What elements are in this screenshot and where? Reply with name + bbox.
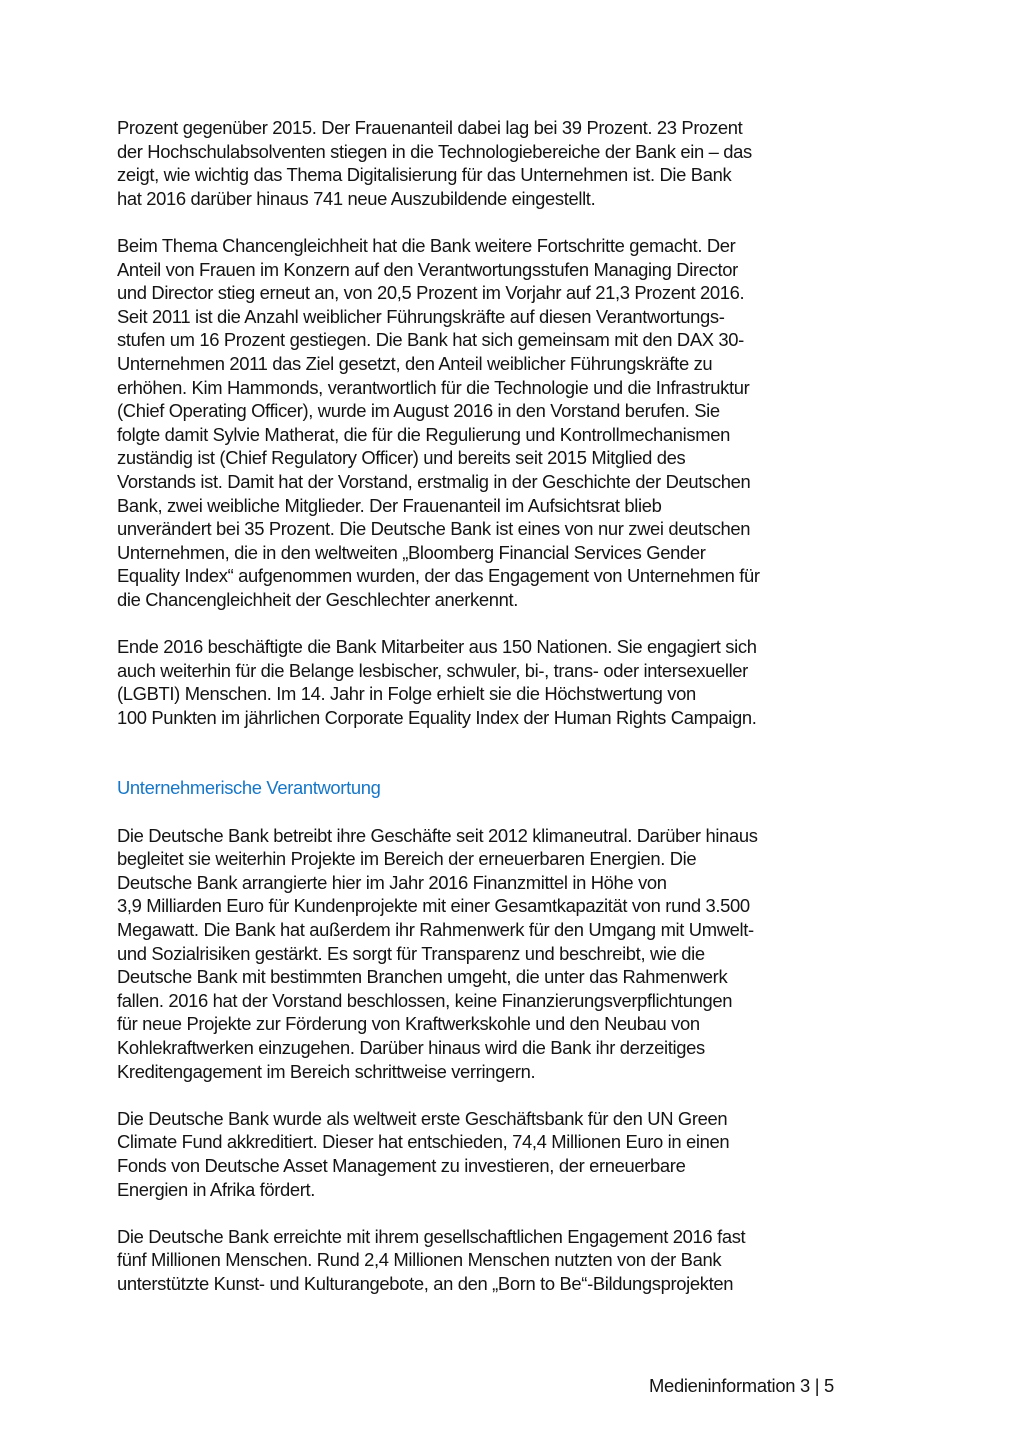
text-line: unverändert bei 35 Prozent. Die Deutsche Bank ist eines von nur zwei deutschen — [117, 518, 751, 540]
text-line: auch weiterhin für die Belange lesbischer, schwuler, bi-, trans- oder intersexueller — [117, 659, 748, 681]
paragraph — [117, 234, 877, 612]
section-bottom — [117, 824, 877, 1296]
paragraph — [117, 635, 877, 729]
section-top — [117, 116, 877, 729]
text-line: Deutsche Bank mit bestimmten Branchen umgeht, die unter das Rahmenwerk — [117, 966, 728, 988]
text-line: Beim Thema Chancengleichheit hat die Bank weitere Fortschritte gemacht. Der — [117, 234, 736, 256]
text-line: Unternehmen, die in den weltweiten „Bloomberg Financial Services Gender — [117, 541, 706, 563]
text-line: fünf Millionen Menschen. Rund 2,4 Millionen Menschen nutzten von der Bank — [117, 1249, 722, 1271]
text-line: und Director stieg erneut an, von 20,5 Prozent im Vorjahr auf 21,3 Prozent 2016. — [117, 282, 745, 304]
text-line: (LGBTI) Menschen. Im 14. Jahr in Folge erhielt sie die Höchstwertung von — [117, 683, 696, 705]
text-line: Deutsche Bank arrangierte hier im Jahr 2016 Finanzmittel in Höhe von — [117, 871, 667, 893]
text-line: folgte damit Sylvie Matherat, die für die Regulierung und Kontrollmechanismen — [117, 423, 730, 445]
text-line: 100 Punkten im jährlichen Corporate Equality Index der Human Rights Campaign. — [117, 706, 757, 728]
text-line: 3,9 Milliarden Euro für Kundenprojekte mit einer Gesamtkapazität von rund 3.500 — [117, 895, 750, 917]
text-line: Climate Fund akkreditiert. Dieser hat entschieden, 74,4 Millionen Euro in einen — [117, 1131, 730, 1153]
paragraph — [117, 824, 877, 1084]
text-line: erhöhen. Kim Hammonds, verantwortlich für die Technologie und die Infrastruktur — [117, 376, 750, 398]
text-line: begleitet sie weiterhin Projekte im Bereich der erneuerbaren Energien. Die — [117, 848, 697, 870]
paragraph — [117, 116, 877, 210]
paragraph — [117, 1225, 877, 1296]
text-line: Die Deutsche Bank erreichte mit ihrem gesellschaftlichen Engagement 2016 fast — [117, 1225, 746, 1247]
text-line: Fonds von Deutsche Asset Management zu investieren, der erneuerbare — [117, 1154, 686, 1176]
text-line: Megawatt. Die Bank hat außerdem ihr Rahmenwerk für den Umgang mit Umwelt- — [117, 919, 754, 940]
text-line: zuständig ist (Chief Regulatory Officer) und bereits seit 2015 Mitglied des — [117, 447, 686, 469]
text-line: Anteil von Frauen im Konzern auf den Verantwortungsstufen Managing Director — [117, 258, 738, 280]
page-footer: Medieninformation 3 | 5 — [649, 1375, 834, 1396]
text-line: und Sozialrisiken gestärkt. Es sorgt für Transparenz und beschreibt, wie die — [117, 942, 705, 964]
text-line: Unternehmen 2011 das Ziel gesetzt, den Anteil weiblicher Führungskräfte zu — [117, 352, 713, 374]
text-line: Ende 2016 beschäftigte die Bank Mitarbeiter aus 150 Nationen. Sie engagiert sich — [117, 636, 757, 658]
paragraph — [117, 1107, 877, 1201]
text-line: Bank, zwei weibliche Mitglieder. Der Frauenanteil im Aufsichtsrat blieb — [117, 494, 662, 516]
text-line: hat 2016 darüber hinaus 741 neue Auszubildende eingestellt. — [117, 187, 596, 209]
text-line: Kohlekraftwerken einzugehen. Darüber hinaus wird die Bank ihr derzeitiges — [117, 1036, 705, 1058]
text-line: stufen um 16 Prozent gestiegen. Die Bank hat sich gemeinsam mit den DAX 30- — [117, 329, 744, 351]
text-line: Die Deutsche Bank betreibt ihre Geschäfte seit 2012 klimaneutral. Darüber hinaus — [117, 824, 758, 846]
text-line: Die Deutsche Bank wurde als weltweit erste Geschäftsbank für den UN Green — [117, 1107, 728, 1129]
text-line: unterstützte Kunst- und Kulturangebote, an den „Born to Be“-Bildungsprojekten — [117, 1272, 734, 1294]
section-heading: Unternehmerische Verantwortung — [117, 777, 381, 799]
text-line: zeigt, wie wichtig das Thema Digitalisierung für das Unternehmen ist. Die Bank — [117, 164, 732, 186]
text-line: Vorstands ist. Damit hat der Vorstand, erstmalig in der Geschichte der Deutschen — [117, 470, 751, 492]
text-line: Equality Index“ aufgenommen wurden, der das Engagement von Unternehmen für — [117, 565, 760, 587]
text-line: (Chief Operating Officer), wurde im August 2016 in den Vorstand berufen. Sie — [117, 400, 720, 422]
text-line: Kreditengagement im Bereich schrittweise verringern. — [117, 1060, 536, 1082]
text-line: für neue Projekte zur Förderung von Kraftwerkskohle und den Neubau von — [117, 1013, 700, 1035]
text-line: Seit 2011 ist die Anzahl weiblicher Führungskräfte auf diesen Verantwortungs- — [117, 305, 725, 327]
text-line: fallen. 2016 hat der Vorstand beschlossen, keine Finanzierungsverpflichtungen — [117, 989, 733, 1011]
text-line: Prozent gegenüber 2015. Der Frauenanteil dabei lag bei 39 Prozent. 23 Prozent — [117, 117, 743, 138]
text-line: die Chancengleichheit der Geschlechter anerkennt. — [117, 588, 518, 610]
text-line: der Hochschulabsolventen stiegen in die Technologiebereiche der Bank ein – das — [117, 140, 752, 162]
text-line: Energien in Afrika fördert. — [117, 1178, 316, 1200]
document-body — [117, 116, 877, 1319]
